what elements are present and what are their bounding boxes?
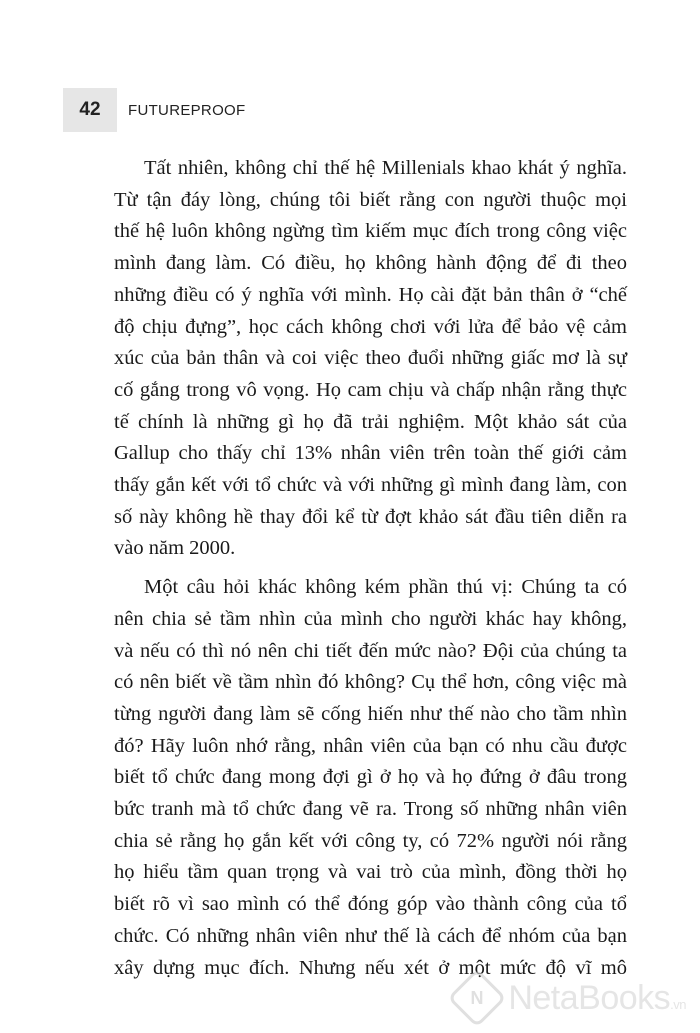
text-line: Tất nhiên, không chỉ thế hệ Millenials khao khát ý nghĩa. — [144, 157, 627, 179]
page-number: 42 — [63, 88, 117, 132]
brand-suffix: .vn — [670, 996, 686, 1012]
text-line: vào năm 2000. — [114, 537, 236, 560]
page-header — [63, 88, 245, 132]
paragraph-gap — [114, 565, 627, 572]
text-line: Gallup cho thấy chỉ 13% nhân viên trên toàn thế giới cảm — [114, 442, 627, 465]
paragraph-2 — [114, 572, 627, 984]
text-line: Một câu hỏi khác không kém phần thú vị: Chúng ta có — [144, 576, 627, 599]
body-text — [114, 153, 627, 984]
text-line: Từ tận đáy lòng, chúng tôi biết rằng con người thuộc mọi — [114, 188, 627, 211]
watermark — [456, 977, 686, 1019]
text-line: xây dựng mục đích. Nhưng nếu xét ở một mức độ vĩ mô — [114, 956, 627, 979]
text-line: cố gắng trong vô vọng. Họ cam chịu và chấp nhận rằng thực — [114, 378, 627, 401]
text-line: thế hệ luôn không ngừng tìm kiếm mục đích trong công việc — [114, 220, 627, 243]
paragraph-1 — [114, 153, 627, 565]
text-line: chức. Có những nhân viên như thế là cách để nhóm của bạn — [114, 924, 627, 947]
text-line: những điều có ý nghĩa với mình. Họ cài đặt bản thân ở “chế — [114, 283, 627, 306]
brand-name: NetaBooks — [508, 978, 671, 1017]
text-line: họ hiểu tầm quan trọng và vai trò của mình, đồng thời họ — [114, 861, 627, 884]
running-title: FUTUREPROOF — [128, 101, 246, 119]
text-line: mình đang làm. Có điều, họ không hành động để đi theo — [114, 252, 627, 275]
text-line: thấy gắn kết với tổ chức và với những gì mình đang làm, con — [114, 474, 627, 497]
text-line: từng người đang làm sẽ cống hiến như thế nào cho tầm nhìn — [114, 702, 627, 725]
text-line: có nên biết về tầm nhìn đó không? Cụ thể hơn, công việc mà — [114, 671, 627, 694]
text-line: biết tổ chức đang mong đợi gì ở họ và họ đứng ở đâu trong — [114, 766, 627, 789]
text-line: đó? Hãy luôn nhớ rằng, nhân viên của bạn có nhu cầu được — [114, 734, 627, 757]
text-line: độ chịu đựng”, học cách không chơi với lửa để bảo vệ cảm — [114, 315, 627, 338]
watermark-brand — [508, 979, 686, 1018]
logo-letter: N — [470, 987, 484, 1008]
text-line: biết rõ vì sao mình có thể đóng góp vào thành công của tổ — [114, 893, 627, 916]
text-line: bức tranh mà tổ chức đang vẽ ra. Trong số những nhân viên — [114, 798, 627, 821]
text-line: xúc của bản thân và coi việc theo đuổi những giấc mơ là sự — [114, 347, 627, 370]
text-line: chia sẻ rằng họ gắn kết với công ty, có 72% người nói rằng — [114, 829, 627, 852]
text-line: nên chia sẻ tầm nhìn của mình cho người khác hay không, — [114, 607, 627, 630]
text-line: tế chính là những gì họ đã trải nghiệm. Một khảo sát của — [114, 410, 627, 433]
text-line: số này không hề thay đổi kể từ đợt khảo sát đầu tiên diễn ra — [114, 505, 627, 528]
netabooks-logo-icon — [448, 968, 507, 1027]
text-line: và nếu có thì nó nên chi tiết đến mức nào? Đội của chúng ta — [114, 639, 627, 662]
